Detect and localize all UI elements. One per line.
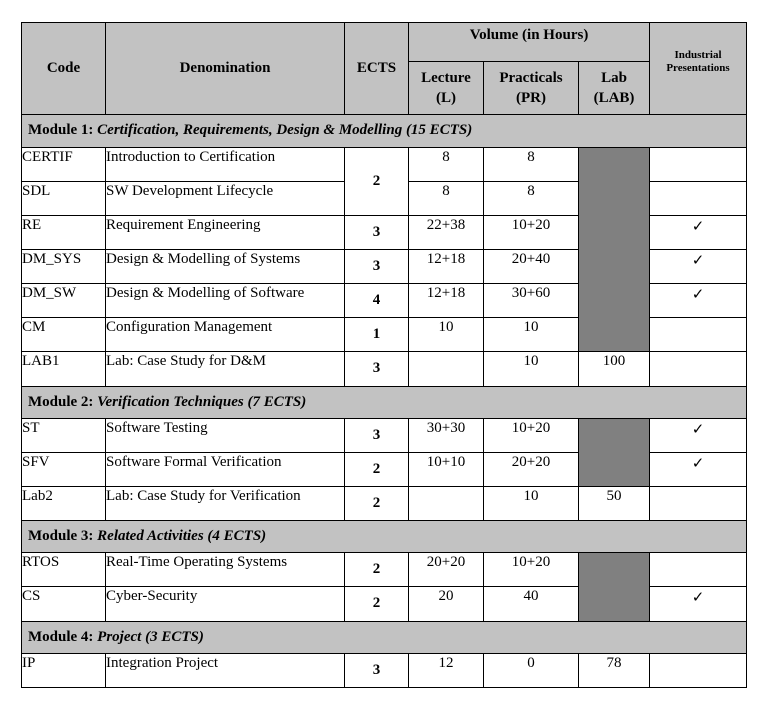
cell-lab: 50 [579,486,650,520]
cell-code: RTOS [22,553,106,587]
cell-ects: 3 [345,653,409,687]
header-lab: Lab (LAB) [579,62,650,115]
cell-code: RE [22,215,106,249]
check-icon: ✓ [650,215,747,249]
table-row [22,147,747,181]
cell-practicals: 10+20 [484,215,579,249]
module-4-title: Project (3 ECTS) [97,628,204,645]
cell-lecture: 12+18 [409,284,484,318]
cell-ects: 3 [345,418,409,452]
cell-denomination: Software Testing [106,418,345,452]
check-icon: ✓ [650,284,747,318]
module-header-2 [22,386,747,418]
cell-practicals: 40 [484,587,579,621]
cell-ects: 2 [345,486,409,520]
module-header-4 [22,621,747,653]
cell-practicals: 10 [484,352,579,386]
cell-lecture [409,352,484,386]
module-4-prefix: Module 4: [28,628,98,645]
module-header-3 [22,521,747,553]
cell-ects: 4 [345,284,409,318]
cell-ects: 3 [345,352,409,386]
table-row [22,352,747,386]
cell-denomination: Integration Project [106,653,345,687]
lab-shaded-cell [579,553,650,621]
cell-industrial [650,181,747,215]
cell-denomination: Requirement Engineering [106,215,345,249]
cell-practicals: 20+40 [484,249,579,283]
cell-lecture: 12+18 [409,249,484,283]
cell-lecture: 10+10 [409,452,484,486]
table-row [22,553,747,587]
cell-code: CERTIF [22,147,106,181]
cell-code: ST [22,418,106,452]
cell-practicals: 8 [484,181,579,215]
cell-code: DM_SW [22,284,106,318]
module-2-title: Verification Techniques (7 ECTS) [97,393,307,410]
cell-industrial [650,352,747,386]
cell-denomination: Design & Modelling of Systems [106,249,345,283]
cell-denomination: Cyber-Security [106,587,345,621]
cell-denomination: Real-Time Operating Systems [106,553,345,587]
cell-practicals: 8 [484,147,579,181]
cell-denomination: Design & Modelling of Software [106,284,345,318]
cell-industrial [650,318,747,352]
cell-practicals: 20+20 [484,452,579,486]
header-practicals: Practicals (PR) [484,62,579,115]
check-icon: ✓ [650,418,747,452]
cell-practicals: 10 [484,318,579,352]
header-lecture: Lecture (L) [409,62,484,115]
cell-practicals: 10+20 [484,553,579,587]
cell-practicals: 10+20 [484,418,579,452]
cell-denomination: Lab: Case Study for D&M [106,352,345,386]
cell-industrial [650,553,747,587]
cell-lecture: 22+38 [409,215,484,249]
lab-shaded-cell [579,418,650,486]
cell-code: CS [22,587,106,621]
cell-ects: 2 [345,452,409,486]
check-icon: ✓ [650,452,747,486]
cell-ects: 1 [345,318,409,352]
module-3-title: Related Activities (4 ECTS) [97,528,267,545]
header-industrial-label: Industrial Presentations [666,49,730,74]
cell-denomination: SW Development Lifecycle [106,181,345,215]
header-code: Code [22,23,106,115]
cell-code: CM [22,318,106,352]
cell-code: Lab2 [22,486,106,520]
check-icon: ✓ [650,587,747,621]
header-volume: Volume (in Hours) [409,23,650,62]
cell-code: IP [22,653,106,687]
lab-shaded-cell [579,147,650,352]
cell-ects: 3 [345,249,409,283]
cell-industrial [650,147,747,181]
cell-ects: 2 [345,553,409,587]
cell-lecture: 20+20 [409,553,484,587]
cell-lab: 78 [579,653,650,687]
cell-practicals: 10 [484,486,579,520]
module-3-prefix: Module 3: [28,528,98,545]
cell-ects: 2 [345,147,409,215]
cell-denomination: Introduction to Certification [106,147,345,181]
cell-lecture: 20 [409,587,484,621]
header-denomination: Denomination [106,23,345,115]
module-1-prefix: Module 1: [28,122,98,139]
module-2-prefix: Module 2: [28,393,98,410]
cell-lab: 100 [579,352,650,386]
table-row [22,418,747,452]
cell-code: LAB1 [22,352,106,386]
cell-lecture: 10 [409,318,484,352]
cell-lecture [409,486,484,520]
header-ects: ECTS [345,23,409,115]
module-1-title: Certification, Requirements, Design & Modelling (15 ECTS) [97,122,473,139]
cell-code: DM_SYS [22,249,106,283]
table-row [22,486,747,520]
cell-lecture: 12 [409,653,484,687]
curriculum-table [21,22,747,688]
cell-lecture: 30+30 [409,418,484,452]
cell-code: SFV [22,452,106,486]
cell-denomination: Software Formal Verification [106,452,345,486]
cell-industrial [650,486,747,520]
cell-industrial [650,653,747,687]
header-industrial [650,23,747,115]
cell-practicals: 30+60 [484,284,579,318]
cell-lecture: 8 [409,181,484,215]
check-icon: ✓ [650,249,747,283]
cell-code: SDL [22,181,106,215]
cell-denomination: Lab: Case Study for Verification [106,486,345,520]
cell-practicals: 0 [484,653,579,687]
module-header-1 [22,115,747,147]
cell-ects: 3 [345,215,409,249]
cell-lecture: 8 [409,147,484,181]
cell-denomination: Configuration Management [106,318,345,352]
cell-ects: 2 [345,587,409,621]
table-row [22,653,747,687]
